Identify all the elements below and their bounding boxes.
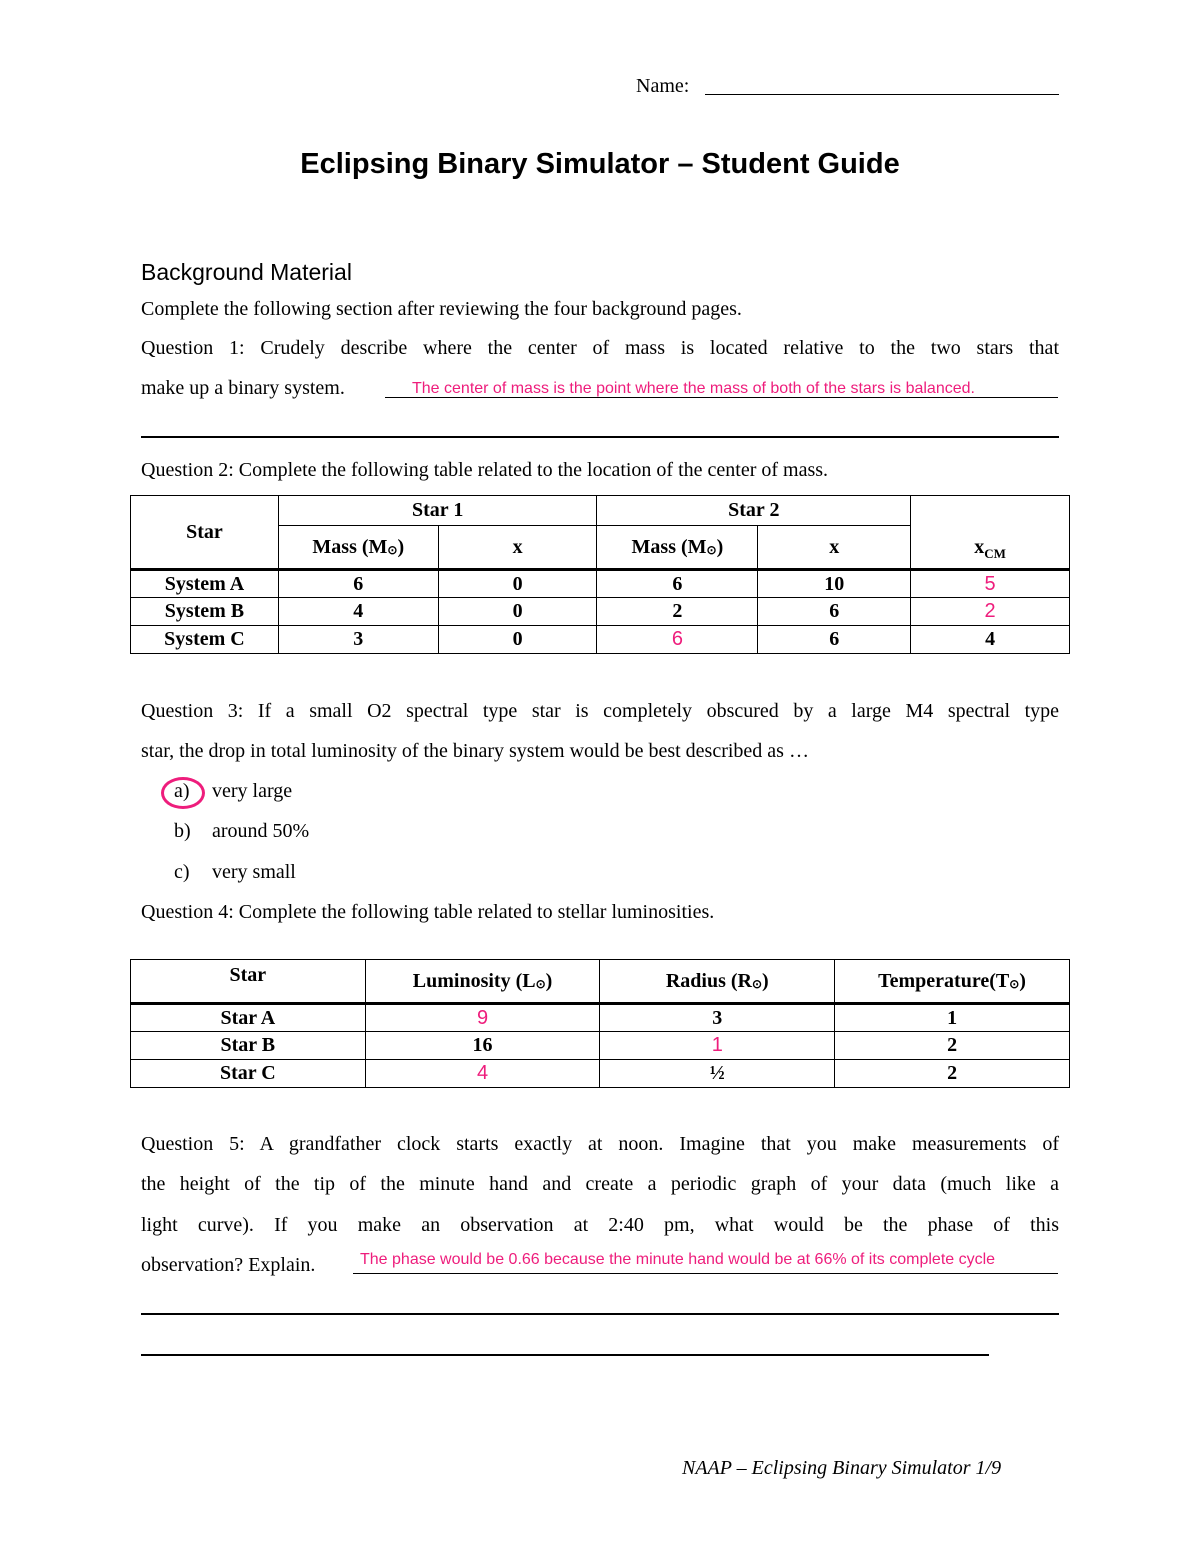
q5-line4: observation? Explain. (141, 1254, 316, 1276)
table-row: Star B 16 1 2 (131, 1032, 1070, 1060)
center-of-mass-table (130, 495, 1070, 654)
com-header-mass2: Mass $(M_⊙)$ (597, 526, 758, 570)
answer-cell[interactable]: 4 (365, 1060, 600, 1088)
table-row: System A 6 0 6 10 5 (131, 570, 1070, 598)
option-b-letter[interactable]: b) (174, 820, 191, 842)
com-header-star1: Star 1 (278, 496, 597, 526)
answer-cell[interactable]: 6 (597, 626, 758, 654)
table-row: Star A 9 3 1 (131, 1004, 1070, 1032)
lum-header-star: Star (131, 960, 366, 1004)
page-title: Eclipsing Binary Simulator – Student Guide (300, 148, 900, 180)
q5-answer-line[interactable] (353, 1273, 1058, 1274)
com-header-x2: x (758, 526, 911, 570)
q5-answer: The phase would be 0.66 because the minute hand would be at 66% of its complete cycle (360, 1251, 996, 1268)
q3-line2: star, the drop in total luminosity of the binary system would be best described as … (141, 740, 809, 762)
table-row: System B 4 0 2 6 2 (131, 598, 1070, 626)
selected-answer-circle (161, 777, 205, 809)
table-row: Star C 4 ½ 2 (131, 1060, 1070, 1088)
q5-extra-line-2[interactable] (141, 1354, 989, 1356)
q4-text: Question 4: Complete the following table related to stellar luminosities. (141, 901, 715, 923)
option-b-text: around 50% (212, 820, 310, 842)
q2-text: Question 2: Complete the following table related to the location of the center of mass. (141, 459, 829, 481)
answer-cell[interactable]: 9 (365, 1004, 600, 1032)
table-row: System C 3 0 6 6 4 (131, 626, 1070, 654)
q1-line1: Question 1: Crudely describe where the center of mass is located relative to the two stars that (141, 337, 1059, 359)
com-header-star2: Star 2 (597, 496, 911, 526)
q3-line1: Question 3: If a small O2 spectral type star is completely obscured by a large M4 spectral type (141, 700, 1059, 722)
answer-cell[interactable]: 5 (911, 570, 1070, 598)
lum-header-radius: Radius $(R_⊙)$ (600, 960, 835, 1004)
q1-extra-line[interactable] (141, 436, 1059, 438)
q1-line2: make up a binary system. (141, 377, 345, 399)
page-footer: NAAP – Eclipsing Binary Simulator 1/9 (682, 1457, 1002, 1479)
option-c-letter[interactable]: c) (174, 861, 190, 883)
com-header-xcm: $x_{CM}$ (911, 496, 1070, 570)
q5-line1: Question 5: A grandfather clock starts exactly at noon. Imagine that you make measurements of (141, 1133, 1059, 1155)
answer-cell[interactable]: 2 (911, 598, 1070, 626)
option-a-letter[interactable]: a) (174, 780, 190, 802)
com-header-star: Star (131, 496, 279, 570)
name-field[interactable] (705, 94, 1059, 95)
lum-header-luminosity: Luminosity $(L_⊙)$ (365, 960, 600, 1004)
option-a-text: very large (212, 780, 293, 802)
com-header-mass1: Mass $(M_⊙)$ (278, 526, 438, 570)
q5-line2: the height of the tip of the minute hand and create a periodic graph of your data (much like a (141, 1173, 1059, 1195)
intro-text: Complete the following section after reviewing the four background pages. (141, 298, 742, 320)
name-label: Name: (636, 75, 690, 97)
q5-extra-line-1[interactable] (141, 1313, 1059, 1315)
option-c-text: very small (212, 861, 296, 883)
lum-header-temperature: $Temperature(T_⊙)$ (835, 960, 1070, 1004)
luminosity-table (130, 959, 1070, 1088)
answer-cell[interactable]: 1 (600, 1032, 835, 1060)
com-header-x1: x (438, 526, 597, 570)
section-heading: Background Material (141, 259, 352, 285)
q1-answer: The center of mass is the point where the mass of both of the stars is balanced. (412, 380, 975, 397)
q5-line3: light curve). If you make an observation at 2:40 pm, what would be the phase of this (141, 1214, 1059, 1236)
